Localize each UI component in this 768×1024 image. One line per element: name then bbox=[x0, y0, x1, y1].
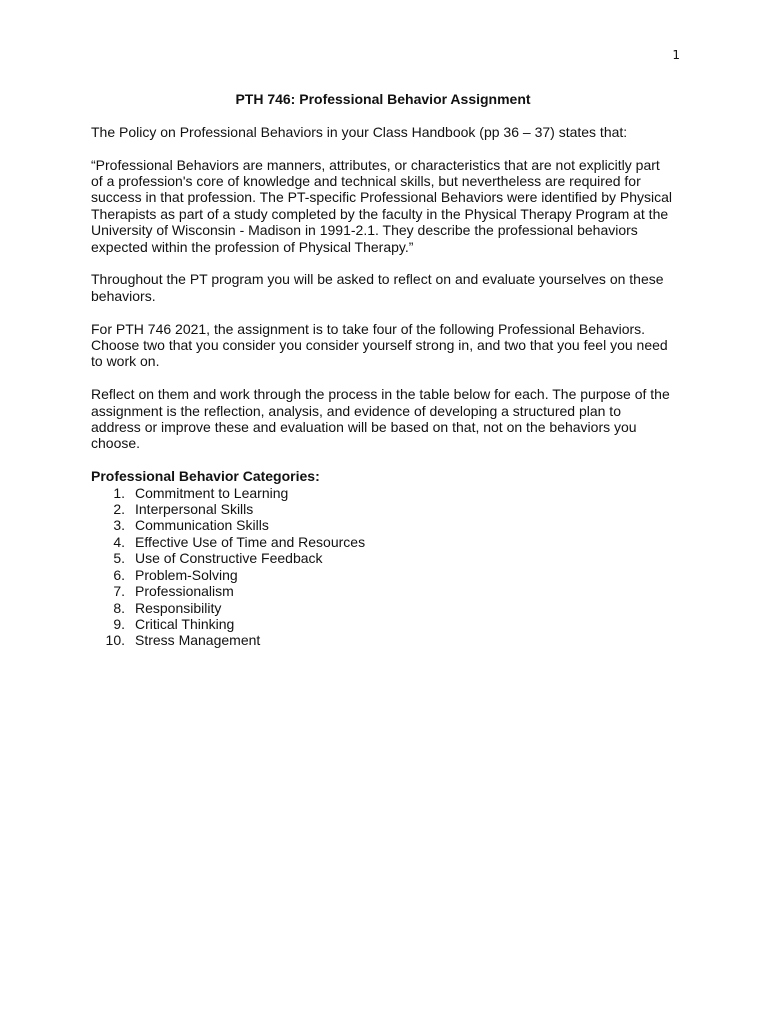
list-item-number: 5. bbox=[113, 550, 125, 567]
list-item bbox=[91, 583, 691, 599]
paragraph-policy-intro: The Policy on Professional Behaviors in your Class Handbook (pp 36 – 37) states that: bbox=[91, 123, 628, 140]
list-item bbox=[91, 517, 691, 533]
categories-list bbox=[91, 485, 691, 649]
paragraph-reflection-note: Throughout the PT program you will be asked to reflect on and evaluate yourselves on these behaviors. bbox=[91, 271, 664, 304]
list-item bbox=[91, 567, 691, 583]
list-item-label: Use of Constructive Feedback bbox=[135, 550, 323, 567]
list-item bbox=[91, 550, 691, 566]
list-item bbox=[91, 632, 691, 648]
list-item-label: Commitment to Learning bbox=[135, 484, 289, 501]
list-item-label: Stress Management bbox=[135, 632, 261, 649]
list-item-label: Effective Use of Time and Resources bbox=[135, 533, 366, 550]
list-item bbox=[91, 534, 691, 550]
paragraph-policy-quote: “Professional Behaviors are manners, attributes, or characteristics that are not explicitly part of a profession's core of knowledge and technical skills, but nevertheless are required for success in that profession. The PT-specific Professional Behaviors were identified by Physical Therapists as part of a study completed by the faculty in the Physical Therapy Program at the University of Wisconsin - Madison in 1991-2.1. They describe the professional behaviors expected within the profession of Physical Therapy.” bbox=[91, 156, 673, 255]
paragraph-assignment-instructions: For PTH 746 2021, the assignment is to take four of the following Professional Behaviors. Choose two that you consider you consider yourself strong in, and two that you feel you need to work on. bbox=[91, 320, 668, 370]
list-item-label: Responsibility bbox=[135, 599, 222, 616]
paragraph-reflection-process: Reflect on them and work through the process in the table below for each. The purpose of the assignment is the reflection, analysis, and evidence of developing a structured plan to address or improve these and evaluation will be based on that, not on the behaviors you choose. bbox=[91, 386, 670, 452]
list-item-number: 3. bbox=[113, 517, 125, 534]
list-item-label: Problem-Solving bbox=[135, 566, 238, 583]
list-item-number: 6. bbox=[113, 566, 125, 583]
list-item-number: 4. bbox=[113, 533, 125, 550]
list-item bbox=[91, 600, 691, 616]
list-item-number: 8. bbox=[113, 599, 125, 616]
list-item-number: 7. bbox=[113, 583, 125, 600]
document-body bbox=[91, 91, 691, 649]
list-item-label: Interpersonal Skills bbox=[135, 501, 254, 518]
page-number: 1 bbox=[672, 48, 680, 62]
list-item-number: 2. bbox=[113, 501, 125, 518]
list-item-label: Professionalism bbox=[135, 583, 234, 600]
list-item bbox=[91, 616, 691, 632]
list-item bbox=[91, 501, 691, 517]
list-item-label: Critical Thinking bbox=[135, 615, 235, 632]
list-item-number: 10. bbox=[105, 632, 125, 649]
categories-heading: Professional Behavior Categories: bbox=[91, 468, 320, 485]
list-item-label: Communication Skills bbox=[135, 517, 269, 534]
list-item-number: 9. bbox=[113, 615, 125, 632]
list-item bbox=[91, 485, 691, 501]
list-item-number: 1. bbox=[113, 484, 125, 501]
document-title: PTH 746: Professional Behavior Assignment bbox=[235, 91, 531, 107]
